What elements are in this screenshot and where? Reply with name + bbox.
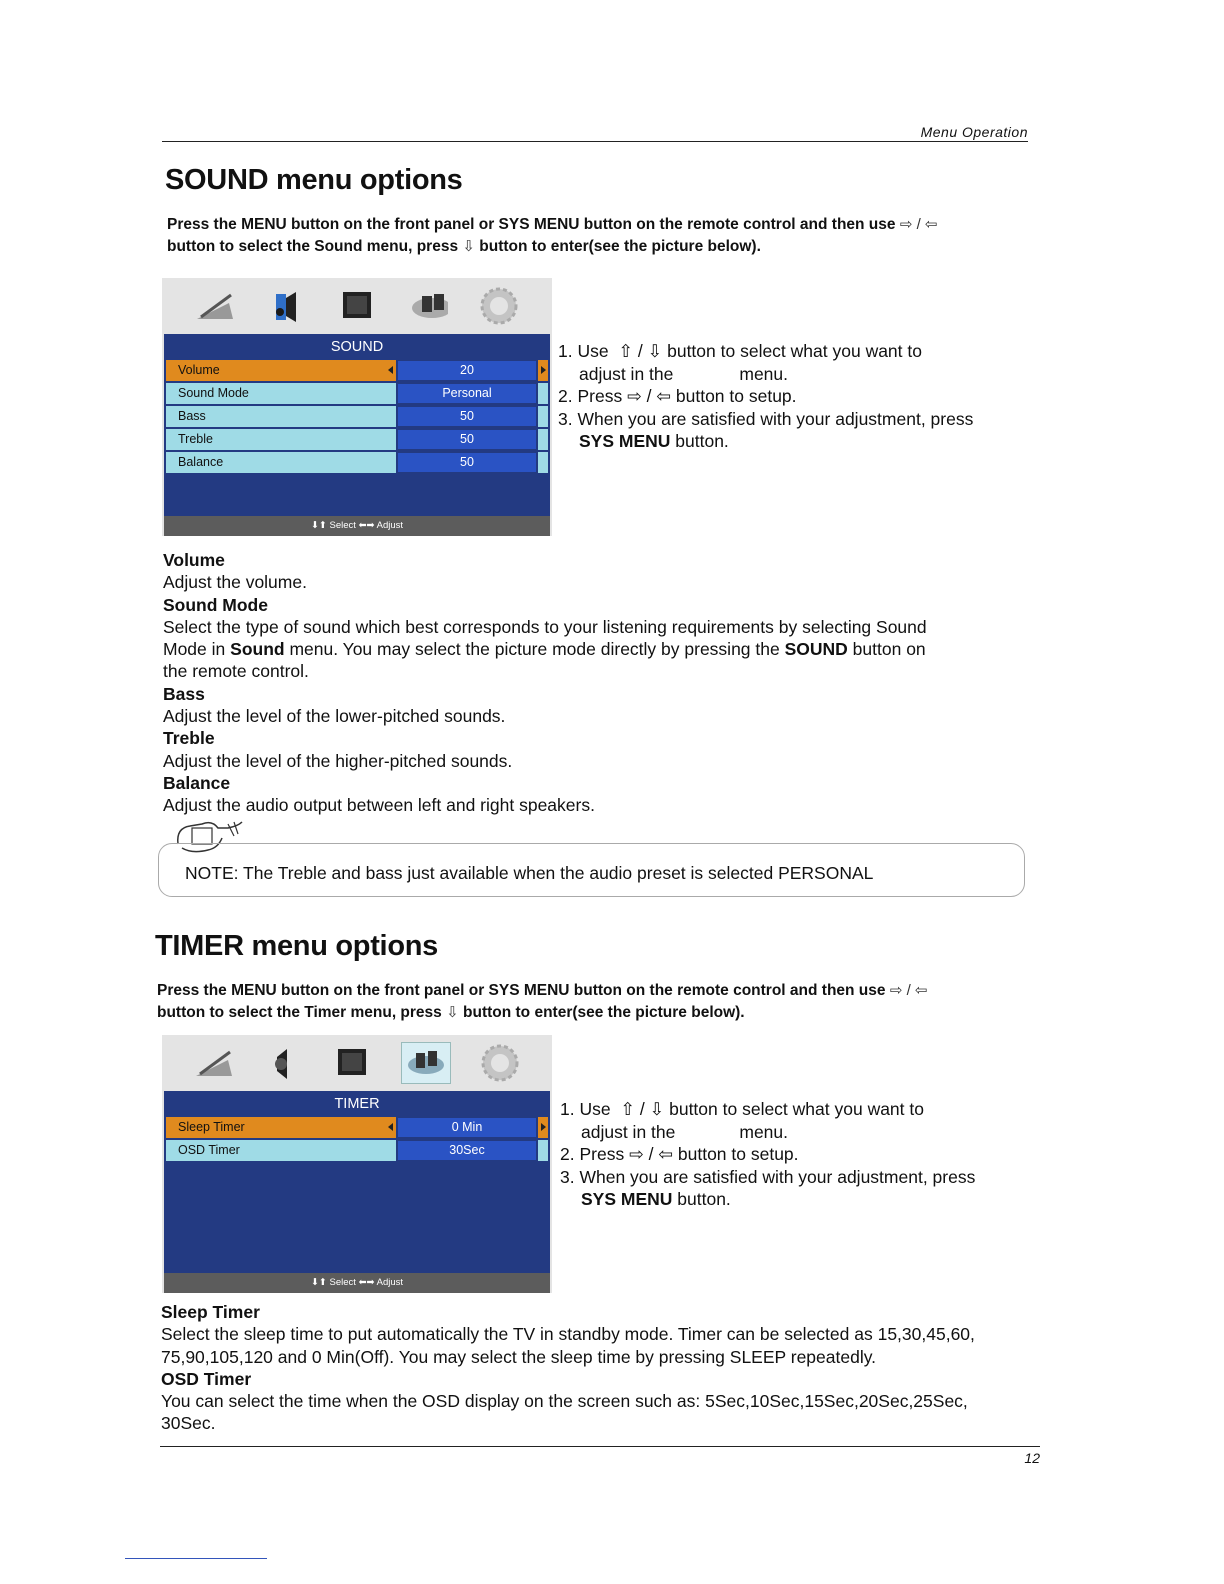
desc-balance-heading: Balance xyxy=(163,772,231,793)
sound-speaker-icon[interactable] xyxy=(263,1043,303,1083)
osd-footer-hint: ⬇⬆ Select ⬅➡ Adjust xyxy=(164,516,550,536)
bottom-link-line xyxy=(125,1558,267,1559)
header-rule xyxy=(162,141,1028,142)
timer-descriptions: Sleep Timer Select the sleep time to put automatically the TV in standby mode. Timer can be selected as 15,30,45,60, 75,90,105,120 and 0 Min(Off). You may select the sleep time by pressing SLEEP repeatedly. OSD Timer You can select the time when the OSD display on the screen such as: 5Sec,10Sec,15Sec,20Sec,25Sec, 30Sec. xyxy=(161,1301,1041,1435)
sound-steps: 1. Use ⇧ / ⇩ button to select what you want to adjust in the menu. 2. Press ⇨ / ⇦ button to setup. 3. When you are satisfied with your adjustment, press SYS MENU button. xyxy=(558,341,974,451)
osd-row-osd-timer[interactable]: OSD Timer 30Sec xyxy=(166,1140,548,1161)
osd-row-treble[interactable]: Treble 50 xyxy=(166,429,548,450)
sound-descriptions: Volume Adjust the volume. Sound Mode Select the type of sound which best corresponds to your listening requirements by selecting Sound Mode in Sound menu. You may select the picture mode directly by pressing the SOUND button on the remote control. Bass Adjust the level of the lower-pitched sounds. Treble Adjust the level of the higher-pitched sounds. Balance Adjust the audio output between left and right speakers. xyxy=(163,549,1043,817)
page-number: 12 xyxy=(1024,1450,1040,1466)
desc-osd-timer-heading: OSD Timer xyxy=(161,1368,252,1389)
header-section-title: Menu Operation xyxy=(920,124,1028,140)
timer-section-title: TIMER menu options xyxy=(155,930,438,962)
setup-gear-icon[interactable] xyxy=(479,286,519,326)
osd-row-balance[interactable]: Balance 50 xyxy=(166,452,548,473)
setup-gear-icon[interactable] xyxy=(480,1043,520,1083)
osd-row-volume[interactable]: Volume 20 xyxy=(166,360,548,381)
timer-steps: 1. Use ⇧ / ⇩ button to select what you want to adjust in the menu. 2. Press ⇨ / ⇦ button to setup. 3. When you are satisfied with your adjustment, press SYS MENU button. xyxy=(560,1099,976,1209)
desc-bass-heading: Bass xyxy=(163,683,205,704)
timer-osd-menu xyxy=(162,1035,552,1293)
sound-osd-menu xyxy=(162,278,552,536)
footer-rule xyxy=(160,1446,1040,1447)
picture-pencil-icon[interactable] xyxy=(195,286,235,326)
desc-sleep-timer-heading: Sleep Timer xyxy=(161,1302,260,1322)
sound-speaker-icon[interactable] xyxy=(266,286,306,326)
sound-osd-body xyxy=(164,334,550,516)
desc-volume-heading: Volume xyxy=(163,550,225,570)
sound-section-title: SOUND menu options xyxy=(165,164,463,196)
osd-icon-bar xyxy=(162,278,552,334)
desc-sound-mode-heading: Sound Mode xyxy=(163,594,268,615)
timer-osd-body xyxy=(164,1091,550,1273)
timer-clock-icon[interactable] xyxy=(408,286,448,326)
desc-treble-heading: Treble xyxy=(163,728,215,749)
osd-menu-title: SOUND xyxy=(330,339,384,355)
sound-intro: Press the MENU button on the front panel or SYS MENU button on the remote control and then use ⇨ / ⇦ button to select the Sound menu, press ⇩ button to enter(see the picture below). xyxy=(167,216,938,255)
osd-menu-title: TIMER xyxy=(334,1096,380,1112)
osd-footer-hint: ⬇⬆ Select ⬅➡ Adjust xyxy=(164,1273,550,1293)
osd-row-bass[interactable]: Bass 50 xyxy=(166,406,548,427)
osd-row-sound-mode[interactable]: Sound Mode Personal xyxy=(166,383,548,404)
timer-clock-icon[interactable] xyxy=(401,1042,451,1084)
osd-icon-bar xyxy=(162,1035,552,1091)
picture-pencil-icon[interactable] xyxy=(194,1043,234,1083)
screen-icon[interactable] xyxy=(332,1043,372,1083)
note-text: NOTE: The Treble and bass just available when the audio preset is selected PERSONAL xyxy=(185,863,874,883)
timer-intro: Press the MENU button on the front panel or SYS MENU button on the remote control and then use ⇨ / ⇦ button to select the Timer menu, press ⇩ button to enter(see the picture below). xyxy=(157,982,928,1021)
screen-icon[interactable] xyxy=(337,286,377,326)
osd-row-sleep-timer[interactable]: Sleep Timer 0 Min xyxy=(166,1117,548,1138)
